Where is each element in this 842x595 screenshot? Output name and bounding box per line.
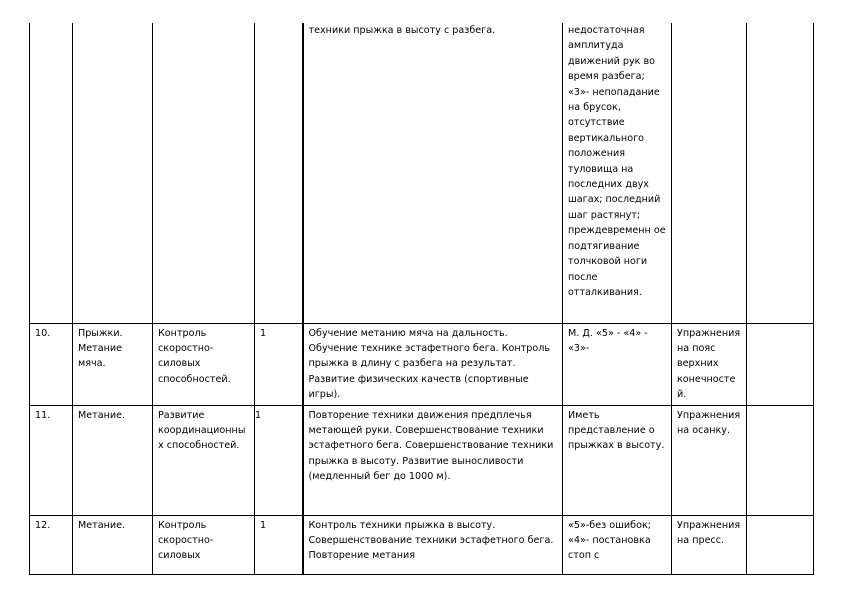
requirements-text: М. Д. «5» - «4» - «3»- <box>568 327 648 354</box>
cell-number: 11. <box>30 405 73 515</box>
cell-number <box>30 23 73 323</box>
cell-content: техники прыжка в высоту с разбега. <box>303 23 563 323</box>
cell-requirements: недостаточная амплитуда движений рук во время разбега; «3»- непопадание на брусок, отсутствие вертикального положения туловища на последних двух шагах; последний шаг растянут; преждевременн ое подтягивание толчковой ноги после отталкивания. <box>563 23 672 323</box>
cell-homework <box>672 23 747 323</box>
cell-lesson-type <box>153 23 255 323</box>
table-row <box>30 405 814 515</box>
cell-lesson-type: Контроль скоростно-силовых <box>153 515 255 574</box>
cell-lesson-type: Контроль скоростно-силовых способностей. <box>153 323 255 405</box>
cell-number: 12. <box>30 515 73 574</box>
cell-requirements: «5»-без ошибок; «4»- постановка стоп с <box>563 515 672 574</box>
cell-homework: Упражнения на пресс. <box>672 515 747 574</box>
cell-extra <box>747 515 814 574</box>
cell-content: Обучение метанию мяча на дальность. Обучение технике эстафетного бега. Контроль прыжка в длину с разбега на результат. Развитие физических качеств (спортивные игры). <box>303 323 563 405</box>
cell-topic: Метание. <box>73 405 153 515</box>
cell-requirements: Иметь представление о прыжках в высоту. <box>563 405 672 515</box>
cell-topic <box>73 23 153 323</box>
cell-topic: Прыжки. Метание мяча. <box>73 323 153 405</box>
cell-content: Контроль техники прыжка в высоту. Совершенствование техники эстафетного бега. Повторение метания <box>303 515 563 574</box>
table-row <box>30 515 814 574</box>
cell-hours: 1 <box>255 405 303 515</box>
cell-extra <box>747 23 814 323</box>
lesson-plan-table <box>29 23 814 575</box>
cell-homework: Упражнения на пояс верхних конечностей. <box>672 323 747 405</box>
cell-hours <box>255 23 303 323</box>
cell-requirements <box>563 323 672 405</box>
cell-extra <box>747 323 814 405</box>
cell-number: 10. <box>30 323 73 405</box>
cell-lesson-type: Развитие координационных способностей. <box>153 405 255 515</box>
cell-extra <box>747 405 814 515</box>
cell-topic: Метание. <box>73 515 153 574</box>
table-row <box>30 323 814 405</box>
table-row <box>30 23 814 323</box>
cell-content: Повторение техники движения предплечья метающей руки. Совершенствование техники эстафетного бега. Совершенствование техники прыжка в высоту. Развитие выносливости (медленный бег до 1000 м). <box>303 405 563 515</box>
cell-hours: 1 <box>255 515 303 574</box>
cell-homework: Упражнения на осанку. <box>672 405 747 515</box>
cell-hours: 1 <box>255 323 303 405</box>
